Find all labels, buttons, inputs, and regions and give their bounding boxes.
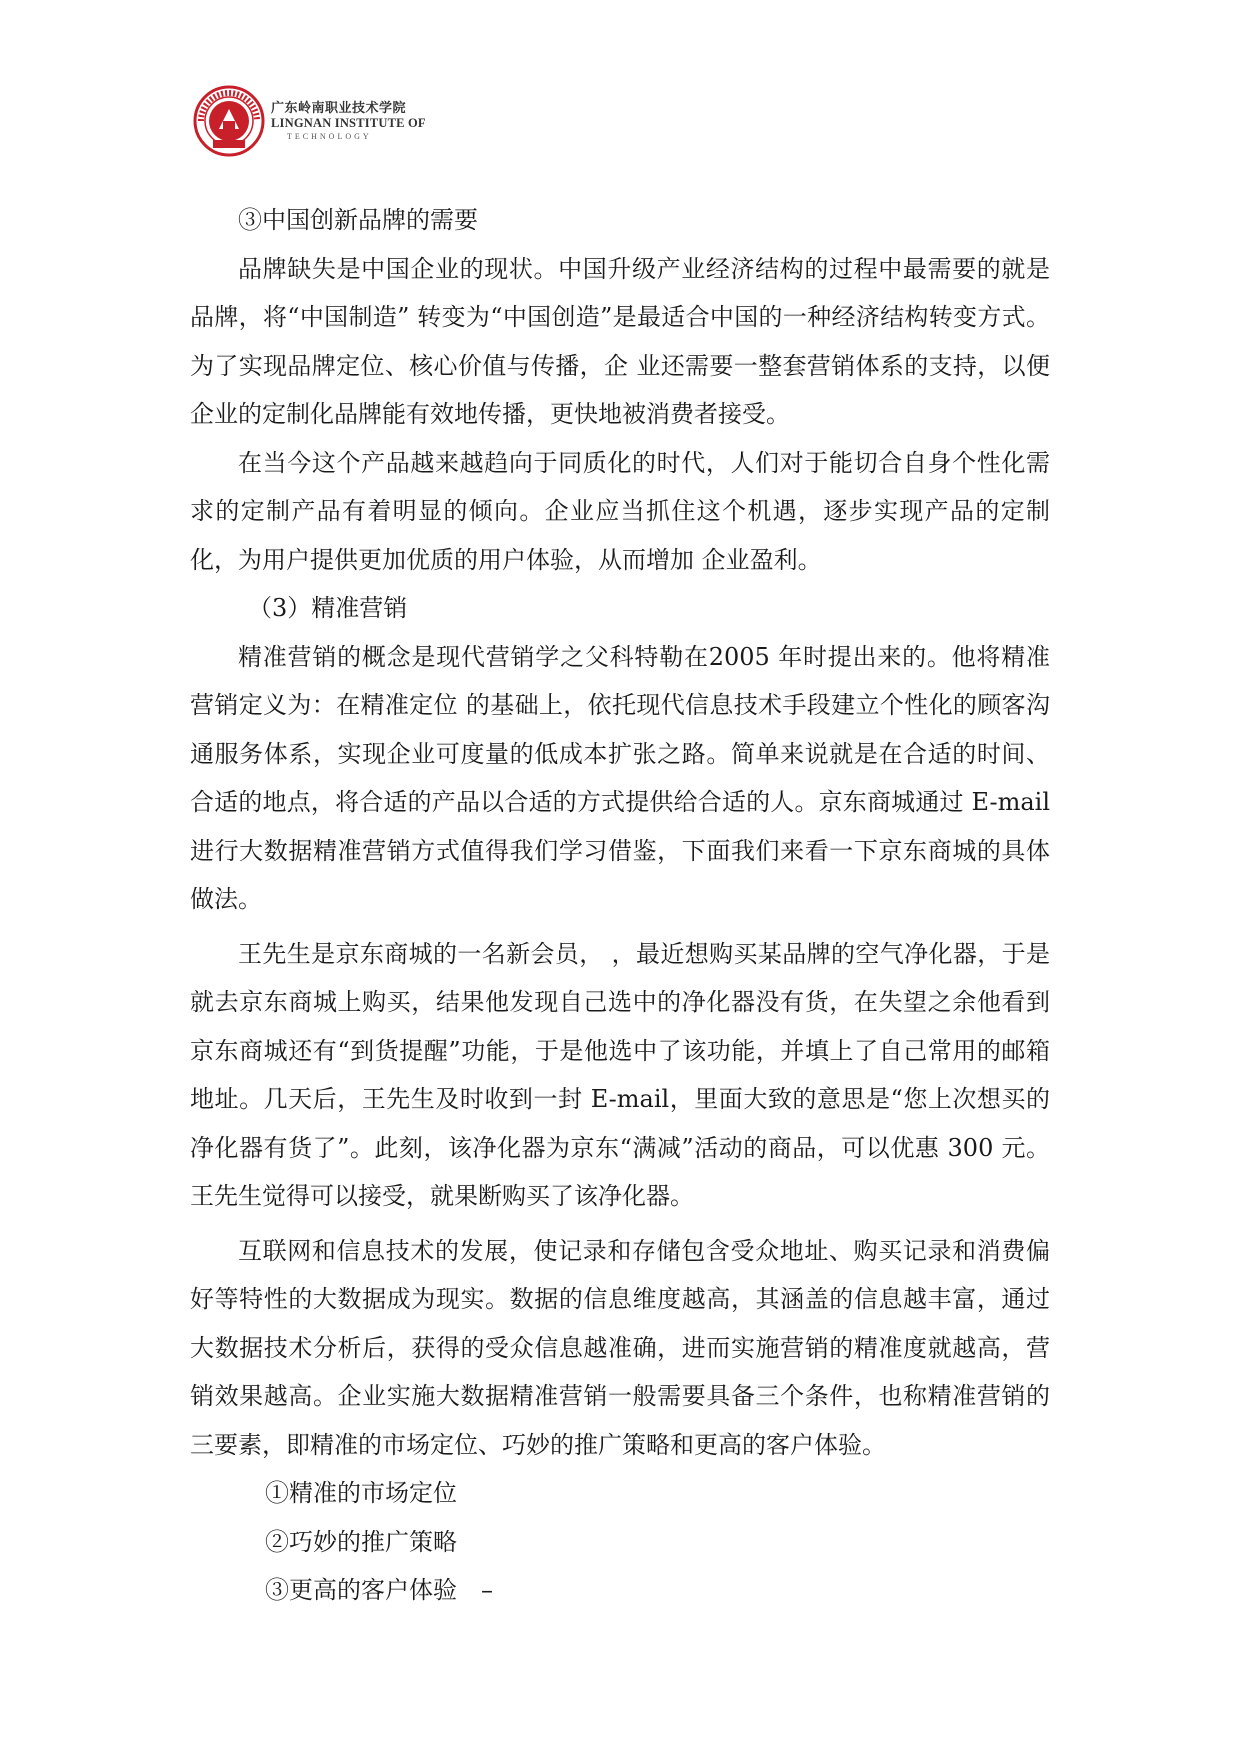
paragraph: 精准营销的概念是现代营销学之父科特勒在2005 年时提出来的。他将精准营销定义为：在精准定位 的基础上，依托现代信息技术手段建立个性化的顾客沟通服务体系，实现企业可度量的低成本扩张之路。简单来说就是在合适的时间、合适的地点，将合适的产品以合适的方式提供给合适的人。京东商城通过 E-mail 进行大数据精准营销方式值得我们学习借鉴，下面我们来看一下京东商城的具体做法。 [190, 642, 1050, 913]
institute-name-en-line2: TECHNOLOGY [287, 132, 372, 141]
institute-name-en: LINGNAN INSTITUTE OF [271, 116, 426, 130]
institute-name [271, 100, 426, 142]
institute-seal-logo [193, 85, 265, 157]
subheading-brand-need: ③中国创新品牌的需要 [238, 206, 478, 234]
list-item: ②巧妙的推广策略 [265, 1527, 457, 1556]
institute-name-cn: 广东岭南职业技术学院 [271, 100, 407, 115]
paragraph: 在当今这个产品越来越趋向于同质化的时代，人们对于能切合自身个性化需求的定制产品有着明显的倾向。企业应当抓住这个机遇，逐步实现产品的定制化，为用户提供更加优质的用户体验，从而增加 企业盈利。 [190, 448, 1050, 574]
list-item: ③更高的客户体验 – [265, 1576, 493, 1604]
section-heading-precision-marketing: （3）精准营销 [248, 594, 408, 622]
paragraph: 王先生是京东商城的一名新会员， ，最近想购买某品牌的空气净化器，于是就去京东商城上购买，结果他发现自己选中的净化器没有货，在失望之余他看到京东商城还有“到货提醒”功能，于是他选中了该功能，并填上了自己常用的邮箱地址。几天后，王先生及时收到一封 E-mail，里面大致的意思是“您上次想买的净化器有货了”。此刻，该净化器为京东“满减”活动的商品，可以优惠 300 元。王先生觉得可以接受，就果断购买了该净化器。 [190, 939, 1050, 1210]
page-header [193, 85, 426, 157]
paragraph: 互联网和信息技术的发展，使记录和存储包含受众地址、购买记录和消费偏好等特性的大数据成为现实。数据的信息维度越高，其涵盖的信息越丰富，通过大数据技术分析后，获得的受众信息越准确，进而实施营销的精准度就越高，营销效果越高。企业实施大数据精准营销一般需要具备三个条件，也称精准营销的三要素，即精准的市场定位、巧妙的推广策略和更高的客户体验。 [190, 1236, 1050, 1459]
document-body [190, 196, 1050, 1615]
paragraph: 品牌缺失是中国企业的现状。中国升级产业经济结构的过程中最需要的就是品牌，将“中国制造” 转变为“中国创造”是最适合中国的一种经济结构转变方式。为了实现品牌定位、核心价值与传播，企 业还需要一整套营销体系的支持，以便企业的定制化品牌能有效地传播，更快地被消费者接受。 [190, 254, 1050, 428]
list-item: ①精准的市场定位 [265, 1479, 457, 1507]
